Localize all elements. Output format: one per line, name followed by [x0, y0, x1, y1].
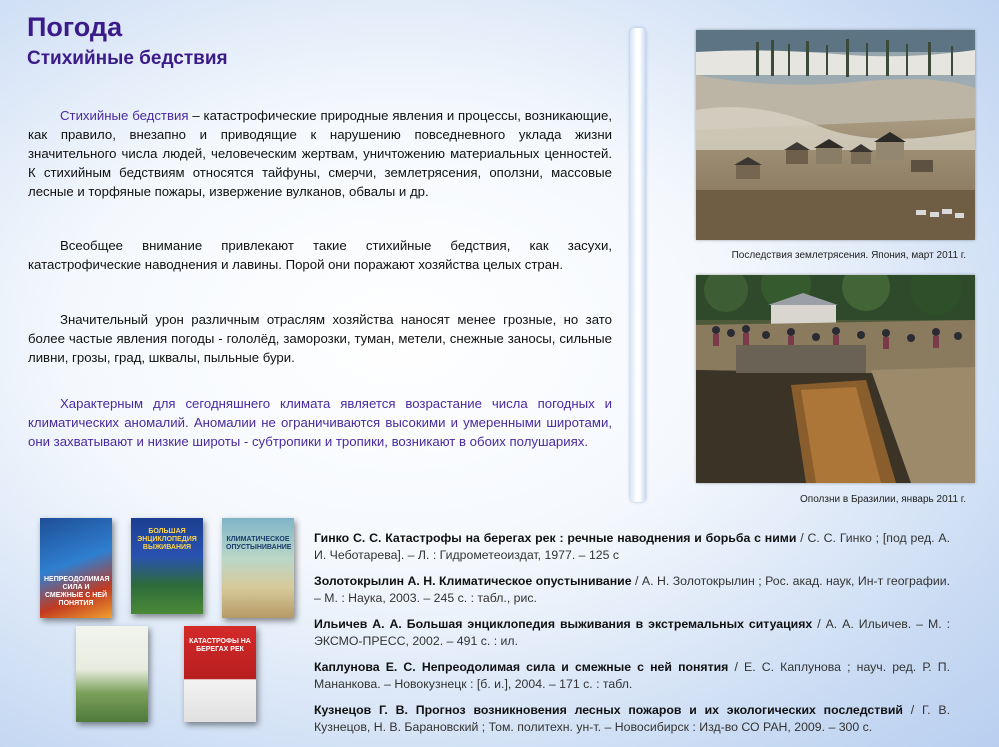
book-cover-kuznetsov	[76, 626, 148, 722]
reference-details: / А. Н. Золотокрылин ; Рос. акад. наук, Ин-т географии. – М. : Наука, 2003. – 245 с. : табл., рис.	[314, 574, 950, 605]
book-cover-title: НЕПРЕОДОЛИМАЯ СИЛА И СМЕЖНЫЕ С НЕЙ ПОНЯТИЯ	[44, 576, 110, 607]
definition-term: Стихийные бедствия	[60, 108, 189, 123]
reference-title: Ильичев А. А. Большая энциклопедия выживания в экстремальных ситуациях	[314, 617, 813, 631]
reference-item	[314, 530, 950, 564]
page-subtitle: Стихийные бедствия	[27, 48, 228, 69]
reference-title: Кузнецов Г. В. Прогноз возникновения лесных пожаров и их экологических последствий	[314, 703, 903, 717]
book-cover-ginko	[184, 626, 256, 722]
reference-details: / Г. В. Кузнецов, Н. В. Барановский ; Том. политехн. ун-т. – Новосибирск : Изд-во СО РАН, 2009. – 300 с.	[314, 703, 950, 734]
book-cover-kaplunova	[40, 518, 112, 618]
reference-details: / С. С. Гинко ; [под ред. А. И. Чеботарева]. – Л. : Гидрометеоиздат, 1977. – 125 с	[314, 531, 951, 562]
paragraph-droughts: Всеобщее внимание привлекают такие стихийные бедствия, как засухи, катастрофические наводнения и лавины. Порой они поражают хозяйства целых стран.	[28, 238, 612, 272]
reference-details: / Е. С. Каплунова ; науч. ред. Р. П. Мананкова. – Новокузнецк : [б. и.], 2004. – 171 с. : табл.	[314, 660, 950, 691]
book-cover-title: БОЛЬШАЯ ЭНЦИКЛОПЕДИЯ ВЫЖИВАНИЯ	[137, 528, 197, 551]
reference-title: Каплунова Е. С. Непреодолимая сила и смежные с ней понятия	[314, 660, 729, 674]
book-cover-title: КАТАСТРОФЫ НА БЕРЕГАХ РЕК	[189, 638, 251, 653]
photo-caption-japan: Последствия землетрясения. Япония, март 2011 г.	[731, 250, 966, 261]
reference-title: Гинко С. С. Катастрофы на берегах рек : речные наводнения и борьба с ними	[314, 531, 797, 545]
photo-caption-brazil: Оползни в Бразилии, январь 2011 г.	[800, 494, 966, 505]
vertical-divider	[630, 28, 646, 502]
reference-item	[314, 659, 950, 693]
paragraph-weather-phenomena: Значительный урон различным отраслям хозяйства наносят менее грозные, но зато более частые явления погоды - гололёд, заморозки, туман, метели, снежные заносы, сильные ливни, грозы, град, шквалы, пыльные бури.	[28, 312, 612, 365]
reference-item	[314, 573, 950, 607]
book-cover-ilyichev	[131, 518, 203, 614]
book-cover-title: КЛИМАТИЧЕСКОЕ ОПУСТЫНИВАНИЕ	[226, 536, 292, 551]
reference-item	[314, 616, 950, 650]
reference-item	[314, 702, 950, 736]
page-title: Погода	[27, 12, 123, 42]
reference-details: / А. А. Ильичев. – М. : ЭКСМО-ПРЕСС, 2002. – 491 с. : ил.	[314, 617, 951, 648]
reference-title: Золотокрылин А. Н. Климатическое опустынивание	[314, 574, 632, 588]
references-list	[314, 530, 950, 745]
book-cover-zolotokrylin	[222, 518, 294, 618]
paragraph-definition	[28, 106, 612, 201]
paragraph-climate-anomalies: Характерным для сегодняшнего климата является возрастание числа погодных и климатических аномалий. Аномалии не ограничиваются высокими и умеренными широтами, они захватывают и низкие широты - субтропики и тропики, возникают в обоих полушариях.	[28, 396, 612, 449]
definition-text: – катастрофические природные явления и процессы, возникающие, как правило, внезапно и приводящие к нарушению повседневного уклада жизни значительного числа людей, человеческим жертвам, уничтожению материальных ценностей. К стихийным бедствиям относятся тайфуны, смерчи, землетрясения, оползни, массовые лесные и торфяные пожары, извержение вулканов, обвалы и др.	[28, 108, 613, 199]
photo-japan-tsunami	[696, 30, 975, 240]
photo-brazil-landslide	[696, 275, 975, 483]
